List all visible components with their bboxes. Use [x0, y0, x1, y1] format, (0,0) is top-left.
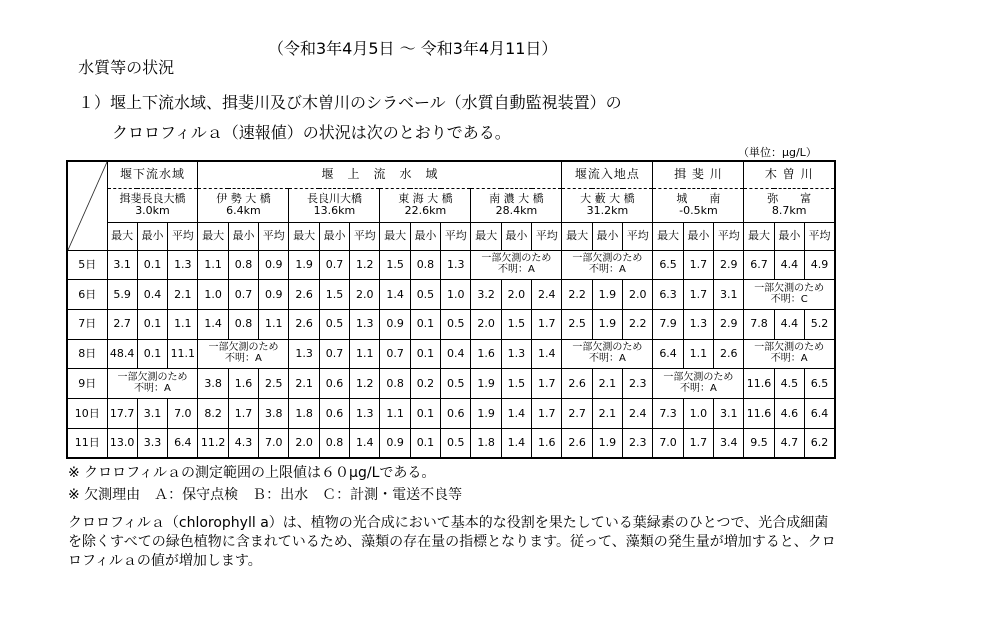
value-cell: 0.9 [380, 428, 410, 458]
value-cell: 1.4 [532, 339, 562, 369]
value-cell: 0.5 [319, 309, 349, 339]
value-cell: 6.4 [805, 398, 835, 428]
missing-reason: 不明：A [588, 352, 626, 364]
stat-label: 平均 [350, 222, 380, 250]
missing-reason: 不明：A [498, 263, 535, 275]
group-header: 堰下流水域 [107, 161, 198, 188]
value-cell: 2.7 [562, 398, 592, 428]
value-cell: 2.6 [289, 309, 319, 339]
stat-label: 最小 [319, 222, 349, 250]
value-cell: 4.4 [774, 250, 804, 280]
value-cell: 2.6 [562, 369, 592, 399]
period-text: （令和3年4月5日 ～ 令和3年4月11日） [268, 39, 558, 58]
value-cell: 3.2 [471, 280, 501, 310]
value-cell: 1.7 [532, 369, 562, 399]
value-cell: 2.0 [350, 280, 380, 310]
value-cell: 0.7 [319, 250, 349, 280]
stat-label: 最小 [683, 222, 713, 250]
missing-note: 一部欠測のため [117, 372, 188, 384]
value-cell: 2.3 [623, 428, 653, 458]
page-title [68, 36, 558, 97]
value-cell: 3.1 [137, 398, 167, 428]
missing-data-cell [471, 250, 562, 280]
group-header: 堰流入地点 [562, 161, 653, 188]
value-cell: 1.4 [501, 428, 531, 458]
missing-reason: 不明：A [225, 352, 262, 364]
value-cell: 0.1 [410, 339, 440, 369]
value-cell: 6.4 [168, 428, 198, 458]
value-cell: 1.4 [198, 309, 228, 339]
value-cell: 0.2 [410, 369, 440, 399]
value-cell: 11.6 [744, 369, 774, 399]
day-label: 10日 [67, 398, 107, 428]
value-cell: 2.0 [501, 280, 531, 310]
value-cell: 13.0 [107, 428, 137, 458]
value-cell: 1.4 [380, 280, 410, 310]
location-km: -0.5km [679, 204, 718, 217]
value-cell: 3.1 [714, 280, 744, 310]
stat-label: 最大 [562, 222, 592, 250]
missing-reason: 不明：A [134, 382, 171, 394]
value-cell: 0.7 [319, 339, 349, 369]
day-label: 5日 [67, 250, 107, 280]
value-cell: 0.1 [410, 428, 440, 458]
location-km: 3.0km [135, 204, 170, 217]
value-cell: 1.7 [683, 280, 713, 310]
stat-label: 平均 [259, 222, 289, 250]
value-cell: 0.7 [380, 339, 410, 369]
value-cell: 0.4 [441, 339, 471, 369]
value-cell: 6.4 [653, 339, 683, 369]
intro-line-2: クロロフィルａ（速報値）の状況は次のとおりである。 [112, 123, 511, 142]
stat-label: 最小 [592, 222, 622, 250]
value-cell: 2.4 [532, 280, 562, 310]
value-cell: 1.1 [168, 309, 198, 339]
missing-data-cell [653, 369, 744, 399]
value-cell: 11.2 [198, 428, 228, 458]
value-cell: 1.3 [683, 309, 713, 339]
value-cell: 1.2 [350, 250, 380, 280]
value-cell: 1.7 [532, 309, 562, 339]
value-cell: 0.5 [441, 309, 471, 339]
value-cell: 1.3 [289, 339, 319, 369]
value-cell: 0.5 [410, 280, 440, 310]
value-cell: 2.3 [623, 369, 653, 399]
value-cell: 11.6 [744, 398, 774, 428]
value-cell: 11.1 [168, 339, 198, 369]
stat-label: 最大 [107, 222, 137, 250]
location-name: 弥 富 [767, 192, 812, 206]
location-name: 揖斐長良大橋 [119, 192, 186, 206]
missing-data-cell [562, 339, 653, 369]
value-cell: 3.1 [107, 250, 137, 280]
value-cell: 2.2 [623, 309, 653, 339]
note-range: ※ クロロフィルａの測定範囲の上限値は６０μg/Lである。 [68, 465, 436, 481]
day-label: 11日 [67, 428, 107, 458]
value-cell: 4.7 [774, 428, 804, 458]
value-cell: 1.5 [501, 309, 531, 339]
location-header [198, 188, 289, 222]
value-cell: 1.2 [350, 369, 380, 399]
value-cell: 2.0 [623, 280, 653, 310]
value-cell: 8.2 [198, 398, 228, 428]
value-cell: 3.3 [137, 428, 167, 458]
stat-label: 最大 [198, 222, 228, 250]
value-cell: 9.5 [744, 428, 774, 458]
value-cell: 1.0 [441, 280, 471, 310]
value-cell: 0.9 [380, 309, 410, 339]
value-cell: 7.0 [259, 428, 289, 458]
intro-line-1: １）堰上下流水域、揖斐川及び木曽川のシラベール（水質自動監視装置）の [78, 93, 622, 112]
value-cell: 2.1 [592, 369, 622, 399]
value-cell: 4.9 [805, 250, 835, 280]
value-cell: 4.4 [774, 309, 804, 339]
value-cell: 2.6 [562, 428, 592, 458]
group-header: 木 曽 川 [744, 161, 835, 188]
value-cell: 1.7 [228, 398, 258, 428]
value-cell: 0.1 [137, 250, 167, 280]
value-cell: 1.7 [532, 398, 562, 428]
value-cell: 1.4 [350, 428, 380, 458]
missing-note: 一部欠測のため [572, 253, 643, 265]
corner-cell [67, 161, 107, 250]
value-cell: 2.1 [168, 280, 198, 310]
value-cell: 6.5 [805, 369, 835, 399]
table-row [67, 398, 835, 428]
location-name: 城 南 [676, 192, 721, 206]
value-cell: 1.6 [532, 428, 562, 458]
stat-label: 最小 [410, 222, 440, 250]
unit-label: （単位：μg/L） [738, 146, 817, 159]
value-cell: 0.8 [228, 309, 258, 339]
value-cell: 0.7 [228, 280, 258, 310]
chlorophyll-description: クロロフィルａ（chlorophyll a）は、植物の光合成において基本的な役割を果たしている葉緑素のひとつで、光合成細菌を除くすべての緑色植物に含まれているため、藻類の存在量の指標となります。従って、藻類の発生量が増加すると、クロロフィルａの値が増加します。 [68, 515, 836, 569]
value-cell: 2.1 [592, 398, 622, 428]
location-header [471, 188, 562, 222]
stat-label: 平均 [623, 222, 653, 250]
value-cell: 3.1 [714, 398, 744, 428]
location-header [744, 188, 835, 222]
missing-reason: 不明：A [770, 352, 808, 364]
location-km: 28.4km [495, 204, 538, 217]
value-cell: 1.3 [441, 250, 471, 280]
value-cell: 0.9 [259, 280, 289, 310]
missing-note: 一部欠測のため [572, 342, 643, 354]
value-cell: 1.6 [228, 369, 258, 399]
missing-reason: 不明：C [770, 293, 808, 305]
group-header: 堰 上 流 水 域 [198, 161, 562, 188]
stat-label: 平均 [805, 222, 835, 250]
value-cell: 3.8 [198, 369, 228, 399]
location-name: 伊 勢 大 橋 [216, 192, 271, 206]
value-cell: 1.7 [683, 428, 713, 458]
chlorophyll-table [66, 160, 836, 459]
value-cell: 0.1 [410, 398, 440, 428]
location-km: 22.6km [404, 204, 447, 217]
day-label: 8日 [67, 339, 107, 369]
value-cell: 6.3 [653, 280, 683, 310]
value-cell: 1.3 [350, 398, 380, 428]
value-cell: 17.7 [107, 398, 137, 428]
missing-data-cell [744, 280, 835, 310]
table-row [67, 280, 835, 310]
day-label: 9日 [67, 369, 107, 399]
value-cell: 0.1 [137, 309, 167, 339]
value-cell: 1.3 [168, 250, 198, 280]
table-row [67, 339, 835, 369]
value-cell: 2.0 [471, 309, 501, 339]
value-cell: 1.9 [592, 428, 622, 458]
missing-note: 一部欠測のため [754, 283, 825, 295]
value-cell: 1.9 [289, 250, 319, 280]
value-cell: 5.9 [107, 280, 137, 310]
value-cell: 2.1 [289, 369, 319, 399]
value-cell: 1.8 [289, 398, 319, 428]
value-cell: 2.0 [289, 428, 319, 458]
location-km: 31.2km [586, 204, 629, 217]
value-cell: 1.9 [592, 309, 622, 339]
location-name: 大 藪 大 橋 [580, 192, 635, 206]
value-cell: 7.3 [653, 398, 683, 428]
value-cell: 7.8 [744, 309, 774, 339]
value-cell: 3.4 [714, 428, 744, 458]
value-cell: 4.6 [774, 398, 804, 428]
location-header [562, 188, 653, 222]
value-cell: 2.9 [714, 309, 744, 339]
value-cell: 1.4 [501, 398, 531, 428]
value-cell: 2.5 [259, 369, 289, 399]
missing-data-cell [562, 250, 653, 280]
stat-label: 最大 [744, 222, 774, 250]
value-cell: 6.5 [653, 250, 683, 280]
value-cell: 1.9 [592, 280, 622, 310]
value-cell: 0.5 [441, 428, 471, 458]
stat-label: 最小 [501, 222, 531, 250]
table-row [67, 428, 835, 458]
value-cell: 2.5 [562, 309, 592, 339]
table-row [67, 309, 835, 339]
value-cell: 1.3 [350, 309, 380, 339]
stat-label: 最大 [380, 222, 410, 250]
stat-label: 最大 [471, 222, 501, 250]
value-cell: 6.2 [805, 428, 835, 458]
stat-label: 最小 [228, 222, 258, 250]
value-cell: 1.9 [471, 398, 501, 428]
missing-note: 一部欠測のため [663, 372, 734, 384]
location-header [289, 188, 380, 222]
value-cell: 2.6 [289, 280, 319, 310]
stat-label: 平均 [532, 222, 562, 250]
location-name: 長良川大橋 [306, 192, 362, 206]
table-row [67, 250, 835, 280]
value-cell: 7.0 [168, 398, 198, 428]
location-km: 6.4km [226, 204, 261, 217]
value-cell: 0.1 [410, 309, 440, 339]
stat-label: 最大 [289, 222, 319, 250]
value-cell: 1.6 [471, 339, 501, 369]
missing-data-cell [198, 339, 289, 369]
value-cell: 7.0 [653, 428, 683, 458]
value-cell: 0.5 [441, 369, 471, 399]
value-cell: 2.2 [562, 280, 592, 310]
value-cell: 5.2 [805, 309, 835, 339]
missing-reason: 不明：A [588, 263, 626, 275]
location-header [107, 188, 198, 222]
stat-label: 最小 [774, 222, 804, 250]
value-cell: 2.4 [623, 398, 653, 428]
missing-reason: 不明：A [679, 382, 717, 394]
day-label: 7日 [67, 309, 107, 339]
location-header [380, 188, 471, 222]
value-cell: 3.8 [259, 398, 289, 428]
value-cell: 1.1 [259, 309, 289, 339]
value-cell: 6.7 [744, 250, 774, 280]
value-cell: 2.9 [714, 250, 744, 280]
stat-label: 平均 [168, 222, 198, 250]
group-header: 揖 斐 川 [653, 161, 744, 188]
missing-data-cell [107, 369, 198, 399]
value-cell: 1.5 [319, 280, 349, 310]
day-label: 6日 [67, 280, 107, 310]
value-cell: 4.5 [774, 369, 804, 399]
value-cell: 0.8 [319, 428, 349, 458]
value-cell: 0.8 [380, 369, 410, 399]
value-cell: 1.0 [683, 398, 713, 428]
value-cell: 1.5 [501, 369, 531, 399]
stat-label: 平均 [441, 222, 471, 250]
value-cell: 0.8 [410, 250, 440, 280]
stat-label: 平均 [714, 222, 744, 250]
value-cell: 1.9 [471, 369, 501, 399]
value-cell: 0.6 [441, 398, 471, 428]
missing-note: 一部欠測のため [754, 342, 825, 354]
stat-label: 最大 [653, 222, 683, 250]
note-missing-reasons: ※ 欠測理由 Ａ：保守点検 Ｂ：出水 Ｃ：計測・電送不良等 [68, 487, 463, 503]
value-cell: 2.6 [714, 339, 744, 369]
value-cell: 1.1 [380, 398, 410, 428]
location-name: 東 海 大 橋 [398, 192, 453, 206]
value-cell: 0.6 [319, 369, 349, 399]
location-km: 8.7km [771, 204, 807, 217]
value-cell: 0.4 [137, 280, 167, 310]
value-cell: 0.6 [319, 398, 349, 428]
location-name: 南 濃 大 橋 [489, 192, 544, 206]
value-cell: 0.9 [259, 250, 289, 280]
value-cell: 7.9 [653, 309, 683, 339]
value-cell: 1.1 [683, 339, 713, 369]
table-row [67, 369, 835, 399]
value-cell: 1.1 [198, 250, 228, 280]
missing-data-cell [744, 339, 835, 369]
value-cell: 0.1 [137, 339, 167, 369]
stat-label: 最小 [137, 222, 167, 250]
value-cell: 1.5 [380, 250, 410, 280]
value-cell: 48.4 [107, 339, 137, 369]
value-cell: 1.7 [683, 250, 713, 280]
value-cell: 1.1 [350, 339, 380, 369]
title-text: 水質等の状況 [78, 58, 175, 77]
location-header [653, 188, 744, 222]
location-km: 13.6km [313, 204, 356, 217]
value-cell: 1.8 [471, 428, 501, 458]
value-cell: 0.8 [228, 250, 258, 280]
value-cell: 2.7 [107, 309, 137, 339]
value-cell: 1.0 [198, 280, 228, 310]
value-cell: 1.3 [501, 339, 531, 369]
notes [68, 462, 462, 506]
missing-note: 一部欠測のため [481, 253, 552, 265]
value-cell: 4.3 [228, 428, 258, 458]
missing-note: 一部欠測のため [208, 342, 279, 354]
